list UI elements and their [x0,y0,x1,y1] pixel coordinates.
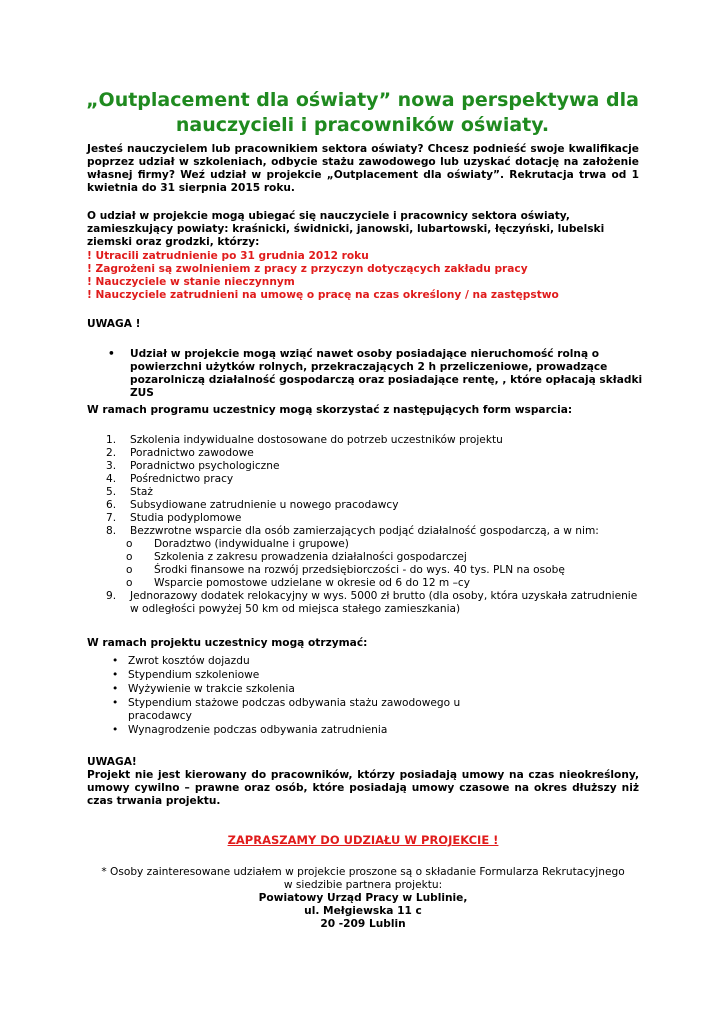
call-to-action: ZAPRASZAMY DO UDZIAŁU W PROJEKCIE ! [227,833,499,847]
bullet-icon: • [112,697,119,709]
list-item-text: Poradnictwo zawodowe [130,447,254,459]
list-item-text: Pośrednictwo pracy [130,473,234,485]
uwaga-label: UWAGA ! [87,318,141,330]
uwaga-note-text: Projekt nie jest kierowany do pracowników, którzy posiadają umowy na czas nieokreślony, umowy cywilno – prawne oraz osób, które posiadają umowy czasowe na okres dłuższy niż czas trwania projektu. [87,769,639,807]
list-item-text: Poradnictwo psychologiczne [130,460,280,472]
office-street: ul. Mełgiewska 11 c [304,905,422,917]
list-item [106,486,646,499]
bullet-icon: • [108,348,115,360]
list-item [106,525,646,538]
eligibility-paragraph: O udział w projekcie mogą ubiegać się nauczyciele i pracownicy sektora oświaty, zamieszkujący powiaty: kraśnicki, świdnicki, janowski, lubartowski, łęczyński, lubelski ziemski oraz grodzki, którzy: [87,210,605,248]
office-name: Powiatowy Urząd Pracy w Lublinie, [258,892,468,904]
condition-item: ! Nauczyciele w stanie nieczynnym [87,276,295,288]
list-item [106,473,646,486]
list-number: 2. [106,447,117,459]
list-item [112,724,512,737]
list-item-text: Staż [130,486,153,498]
list-item-text: Studia podyplomowe [130,512,242,524]
list-number: 3. [106,460,117,472]
list-item [112,683,512,696]
condition-item: ! Zagrożeni są zwolnieniem z pracy z przyczyn dotyczących zakładu pracy [87,263,528,275]
benefits-heading: W ramach projektu uczestnicy mogą otrzymać: [87,637,368,649]
list-number: 9. [106,590,117,602]
benefits-list [112,655,512,738]
forms-list [106,434,646,616]
sub-list-item [106,577,646,590]
list-item-text: Wynagrodzenie podczas odbywania zatrudnienia [128,724,388,736]
list-item [106,590,646,616]
list-item [106,434,646,447]
list-item [112,669,512,682]
condition-item: ! Utracili zatrudnienie po 31 grudnia 2012 roku [87,250,369,262]
uwaga-note-label: UWAGA! [87,756,137,768]
list-item [106,460,646,473]
list-item-text: Bezzwrotne wsparcie dla osób zamierzających podjąć działalność gospodarczą, a w nim: [130,525,599,537]
list-item-text: Wyżywienie w trakcie szkolenia [128,683,295,695]
bullet-icon: • [112,655,119,667]
intro-paragraph: Jesteś nauczycielem lub pracownikiem sektora oświaty? Chcesz podnieść swoje kwalifikacje poprzez udział w szkoleniach, odbycie stażu zawodowego lub uzyskać dotację na założenie własnej firmy? Weź udział w projekcie „Outplacement dla oświaty”. Rekrutacja trwa od 1 kwietnia do 31 sierpnia 2015 roku. [87,143,639,194]
circle-bullet-icon: o [126,538,133,550]
bullet-icon: • [112,724,119,736]
list-number: 7. [106,512,117,524]
office-city: 20 -209 Lublin [320,918,406,930]
list-item-text: Subsydiowane zatrudnienie u nowego pracodawcy [130,499,399,511]
list-number: 4. [106,473,117,485]
list-number: 8. [106,525,117,537]
sub-list-item-text: Wsparcie pomostowe udzielane w okresie od 6 do 12 m –cy [154,577,471,589]
forms-heading: W ramach programu uczestnicy mogą skorzystać z następujących form wsparcia: [87,404,573,416]
footer-line-2: w siedzibie partnera projektu: [283,879,443,891]
page-title [60,88,665,138]
list-item-text: Stypendium stażowe podczas odbywania stażu zawodowego u pracodawcy [128,697,461,722]
bullet-icon: • [112,669,119,681]
footer [87,866,639,931]
circle-bullet-icon: o [126,564,133,576]
uwaga-bullet-text: Udział w projekcie mogą wziąć nawet osoby posiadające nieruchomość rolną o powierzchni użytków rolnych, przekraczających 2 h przeliczeniowe, prowadzące pozarolniczą działalność gospodarczą oraz posiadające rentę, , które opłacają składki ZUS [130,348,643,399]
title-line-1: „Outplacement dla oświaty” nowa perspektywa dla [86,89,639,111]
bullet-icon: • [112,683,119,695]
circle-bullet-icon: o [126,551,133,563]
list-number: 1. [106,434,117,446]
uwaga-note [87,756,639,808]
circle-bullet-icon: o [126,577,133,589]
sub-list-item-text: Doradztwo (indywidualne i grupowe) [154,538,349,550]
sub-list-item [106,538,646,551]
sub-list-item-text: Szkolenia z zakresu prowadzenia działalności gospodarczej [154,551,467,563]
list-item-text: Stypendium szkoleniowe [128,669,260,681]
list-item [112,655,512,668]
list-item [112,697,512,723]
conditions-list [87,250,647,302]
sub-list-item [106,551,646,564]
list-item-text: Jednorazowy dodatek relokacyjny w wys. 5000 zł brutto (dla osoby, która uzyskała zatrudnienie w odległości powyżej 50 km od miejsca stałego zamieszkania) [130,590,638,615]
uwaga-bullet [108,348,648,400]
list-number: 6. [106,499,117,511]
sub-list-item-text: Środki finansowe na rozwój przedsiębiorczości - do wys. 40 tys. PLN na osobę [154,564,565,576]
list-item [106,447,646,460]
list-item-text: Szkolenia indywidualne dostosowane do potrzeb uczestników projektu [130,434,503,446]
condition-item: ! Nauczyciele zatrudnieni na umowę o pracę na czas określony / na zastępstwo [87,289,559,301]
list-item [106,499,646,512]
list-number: 5. [106,486,117,498]
footer-line-1: * Osoby zainteresowane udziałem w projekcie proszone są o składanie Formularza Rekrutacyjnego [101,866,625,878]
sub-list-item [106,564,646,577]
list-item [106,512,646,525]
list-item-text: Zwrot kosztów dojazdu [128,655,250,667]
title-line-2: nauczycieli i pracowników oświaty. [175,114,550,136]
